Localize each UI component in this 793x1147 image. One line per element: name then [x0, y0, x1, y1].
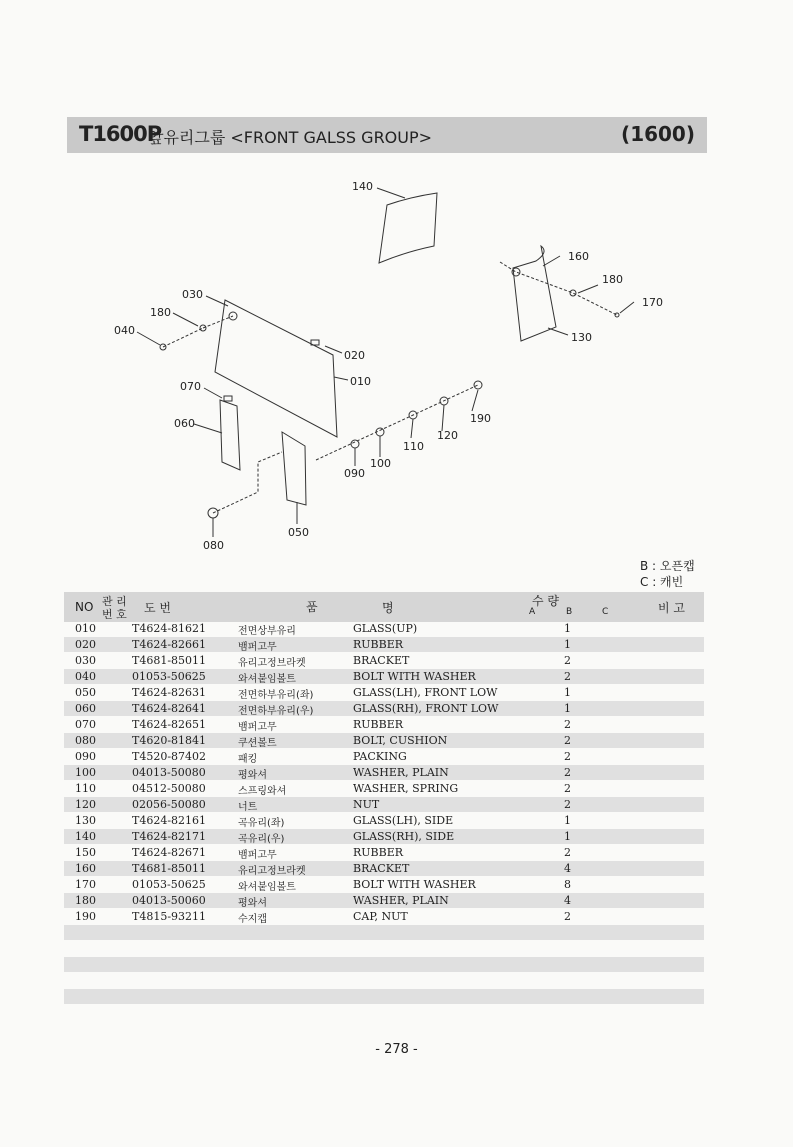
table-row — [64, 701, 704, 716]
cell-no: 140 — [75, 830, 96, 843]
cell-name-en: WASHER, PLAIN — [353, 894, 449, 907]
cell-part-no: T4624-82161 — [132, 814, 207, 827]
cell-name-en: BOLT WITH WASHER — [353, 670, 476, 683]
cell-qty-b: 2 — [564, 846, 571, 859]
table-row — [64, 749, 704, 764]
callout-190: 190 — [470, 412, 491, 425]
table-header — [64, 592, 704, 622]
cell-name-kr: 평와셔 — [238, 770, 267, 781]
table-row — [64, 781, 704, 796]
callout-080: 080 — [203, 539, 224, 552]
header-remark: 비 고 — [658, 601, 685, 615]
callout-130: 130 — [571, 331, 592, 344]
cell-name-en: GLASS(LH), FRONT LOW — [353, 686, 498, 699]
cell-qty-b: 2 — [564, 766, 571, 779]
cell-no: 170 — [75, 878, 96, 891]
callout-160: 160 — [568, 250, 589, 263]
cell-name-kr: 곡유리(좌) — [238, 818, 285, 829]
cell-name-kr: 곡유리(우) — [238, 834, 285, 845]
cell-no: 010 — [75, 622, 96, 635]
callout-170: 170 — [642, 296, 663, 309]
side-glass-rh — [379, 193, 437, 263]
cell-no: 160 — [75, 862, 96, 875]
callout-120: 120 — [437, 429, 458, 442]
header-mgmt-2: 번 호 — [102, 608, 127, 621]
cell-part-no: T4624-82671 — [132, 846, 207, 859]
cell-name-kr: 패킹 — [238, 754, 258, 765]
cell-part-no: T4681-85011 — [132, 654, 207, 667]
cell-part-no: 04013-50080 — [132, 766, 206, 779]
header-drawing-no: 도 번 — [144, 601, 171, 615]
cell-no: 150 — [75, 846, 96, 859]
cell-name-en: GLASS(LH), SIDE — [353, 814, 454, 827]
table-row — [64, 685, 704, 700]
cell-part-no: 04013-50060 — [132, 894, 206, 907]
cell-name-kr: 평와셔 — [238, 898, 267, 909]
cell-no: 080 — [75, 734, 96, 747]
header-qty: 수 량 — [532, 594, 559, 608]
cell-part-no: 04512-50080 — [132, 782, 206, 795]
cell-name-en: PACKING — [353, 750, 407, 763]
cell-qty-b: 2 — [564, 718, 571, 731]
cell-name-en: GLASS(UP) — [353, 622, 418, 635]
front-upper-glass — [215, 300, 337, 437]
cell-part-no: T4620-81841 — [132, 734, 207, 747]
cell-name-kr: 전면하부유리(우) — [238, 706, 314, 717]
cell-name-en: WASHER, PLAIN — [353, 766, 449, 779]
cell-no: 120 — [75, 798, 96, 811]
cell-qty-b: 4 — [564, 862, 571, 875]
section-title: 앞유리그룹 <FRONT GALSS GROUP> — [148, 128, 433, 147]
table-row — [64, 653, 704, 668]
header-name-1: 품 — [306, 600, 318, 614]
cell-name-kr: 너트 — [238, 802, 258, 813]
legend-c: C : 캐빈 — [640, 575, 684, 589]
cell-no: 090 — [75, 750, 96, 763]
cell-name-en: BRACKET — [353, 654, 410, 667]
cell-qty-b: 2 — [564, 670, 571, 683]
cell-no: 040 — [75, 670, 96, 683]
cell-name-en: GLASS(RH), SIDE — [353, 830, 455, 843]
callout-090: 090 — [344, 467, 365, 480]
cell-name-en: RUBBER — [353, 638, 404, 651]
cell-qty-b: 1 — [564, 622, 571, 635]
cell-qty-b: 8 — [564, 878, 571, 891]
cell-no: 100 — [75, 766, 96, 779]
cell-qty-b: 2 — [564, 654, 571, 667]
callout-020: 020 — [344, 349, 365, 362]
header-qty-a: A — [529, 607, 536, 617]
cell-qty-b: 1 — [564, 686, 571, 699]
callout-180-left: 180 — [150, 306, 171, 319]
side-glass-lh — [513, 246, 556, 341]
cell-qty-b: 4 — [564, 894, 571, 907]
cell-name-en: RUBBER — [353, 718, 404, 731]
table-row — [64, 621, 704, 636]
cell-name-en: RUBBER — [353, 846, 404, 859]
table-row — [64, 861, 704, 876]
table-row — [64, 797, 704, 812]
legend — [640, 558, 695, 590]
cell-name-kr: 전면하부유리(좌) — [238, 690, 314, 701]
table-row — [64, 845, 704, 860]
cell-name-en: BOLT, CUSHION — [353, 734, 448, 747]
header-name-2: 명 — [382, 601, 394, 615]
table-row — [64, 909, 704, 924]
cell-no: 020 — [75, 638, 96, 651]
header-mgmt-1: 관 리 — [102, 595, 127, 608]
cell-qty-b: 1 — [564, 638, 571, 651]
header-qty-c: C — [602, 607, 609, 617]
table-row — [64, 637, 704, 652]
cell-name-kr: 쿠션볼트 — [238, 738, 277, 749]
cell-name-kr: 와셔붙임볼트 — [238, 882, 296, 893]
table-row — [64, 717, 704, 732]
cell-name-kr: 유리고정브라켓 — [238, 658, 306, 669]
packing-090 — [351, 440, 359, 448]
cell-no: 060 — [75, 702, 96, 715]
cell-name-en: NUT — [353, 798, 380, 811]
empty-row — [64, 925, 704, 940]
callout-060: 060 — [174, 417, 195, 430]
cell-name-en: GLASS(RH), FRONT LOW — [353, 702, 499, 715]
cell-name-kr: 전면상부유리 — [238, 626, 296, 637]
callout-010: 010 — [350, 375, 371, 388]
cell-part-no: T4624-82631 — [132, 686, 207, 699]
page-number: - 278 - — [375, 1042, 418, 1057]
cell-qty-b: 1 — [564, 814, 571, 827]
cell-part-no: 01053-50625 — [132, 878, 206, 891]
cell-part-no: T4520-87402 — [132, 750, 207, 763]
table-row — [64, 813, 704, 828]
bolt-170 — [615, 313, 619, 317]
cell-no: 070 — [75, 718, 96, 731]
model-code: T1600P — [79, 122, 162, 146]
cell-part-no: T4815-93211 — [132, 910, 207, 923]
cell-part-no: T4681-85011 — [132, 862, 207, 875]
table-row — [64, 877, 704, 892]
cell-no: 110 — [75, 782, 96, 795]
empty-row — [64, 989, 704, 1004]
table-row — [64, 765, 704, 780]
cell-name-kr: 스프링와셔 — [238, 786, 287, 797]
callout-100: 100 — [370, 457, 391, 470]
callout-070: 070 — [180, 380, 201, 393]
washer-180b — [570, 290, 576, 296]
front-lower-glass-lh — [282, 432, 306, 505]
cell-no: 030 — [75, 654, 96, 667]
cell-part-no: T4624-82641 — [132, 702, 207, 715]
table-row — [64, 829, 704, 844]
table-row — [64, 893, 704, 908]
cell-part-no: T4624-81621 — [132, 622, 207, 635]
cell-name-kr: 와셔붙임볼트 — [238, 674, 296, 685]
cell-qty-b: 2 — [564, 734, 571, 747]
cell-part-no: T4624-82661 — [132, 638, 207, 651]
table-row — [64, 669, 704, 684]
legend-b: B : 오픈캡 — [640, 559, 695, 573]
cell-no: 180 — [75, 894, 96, 907]
cell-qty-b: 2 — [564, 798, 571, 811]
cell-name-en: WASHER, SPRING — [353, 782, 459, 795]
cell-qty-b: 2 — [564, 782, 571, 795]
callout-140: 140 — [352, 180, 373, 193]
cell-qty-b: 2 — [564, 750, 571, 763]
callout-110: 110 — [403, 440, 424, 453]
cell-no: 130 — [75, 814, 96, 827]
cell-part-no: 01053-50625 — [132, 670, 206, 683]
rubber-070 — [224, 396, 232, 401]
callout-040: 040 — [114, 324, 135, 337]
cell-name-kr: 뱀퍼고무 — [238, 850, 277, 861]
cell-name-kr: 수지캡 — [238, 914, 267, 925]
callout-180-right: 180 — [602, 273, 623, 286]
cell-part-no: T4624-82171 — [132, 830, 207, 843]
cell-no: 190 — [75, 910, 96, 923]
cell-name-en: BRACKET — [353, 862, 410, 875]
table-row — [64, 733, 704, 748]
cell-name-kr: 뱀퍼고무 — [238, 642, 277, 653]
cell-name-en: BOLT WITH WASHER — [353, 878, 476, 891]
front-lower-glass-rh — [220, 400, 240, 470]
section-number: (1600) — [621, 122, 695, 146]
cell-qty-b: 1 — [564, 830, 571, 843]
cell-part-no: 02056-50080 — [132, 798, 206, 811]
cell-part-no: T4624-82651 — [132, 718, 207, 731]
cell-no: 050 — [75, 686, 96, 699]
cap-190 — [474, 381, 482, 389]
cell-name-kr: 뱀퍼고무 — [238, 722, 277, 733]
header-no: NO — [75, 600, 94, 614]
cell-name-kr: 유리고정브라켓 — [238, 866, 306, 877]
callout-030: 030 — [182, 288, 203, 301]
cell-qty-b: 1 — [564, 702, 571, 715]
header-qty-b: B — [566, 607, 573, 617]
cell-name-en: CAP, NUT — [353, 910, 408, 923]
empty-row — [64, 957, 704, 972]
callout-050: 050 — [288, 526, 309, 539]
cell-qty-b: 2 — [564, 910, 571, 923]
